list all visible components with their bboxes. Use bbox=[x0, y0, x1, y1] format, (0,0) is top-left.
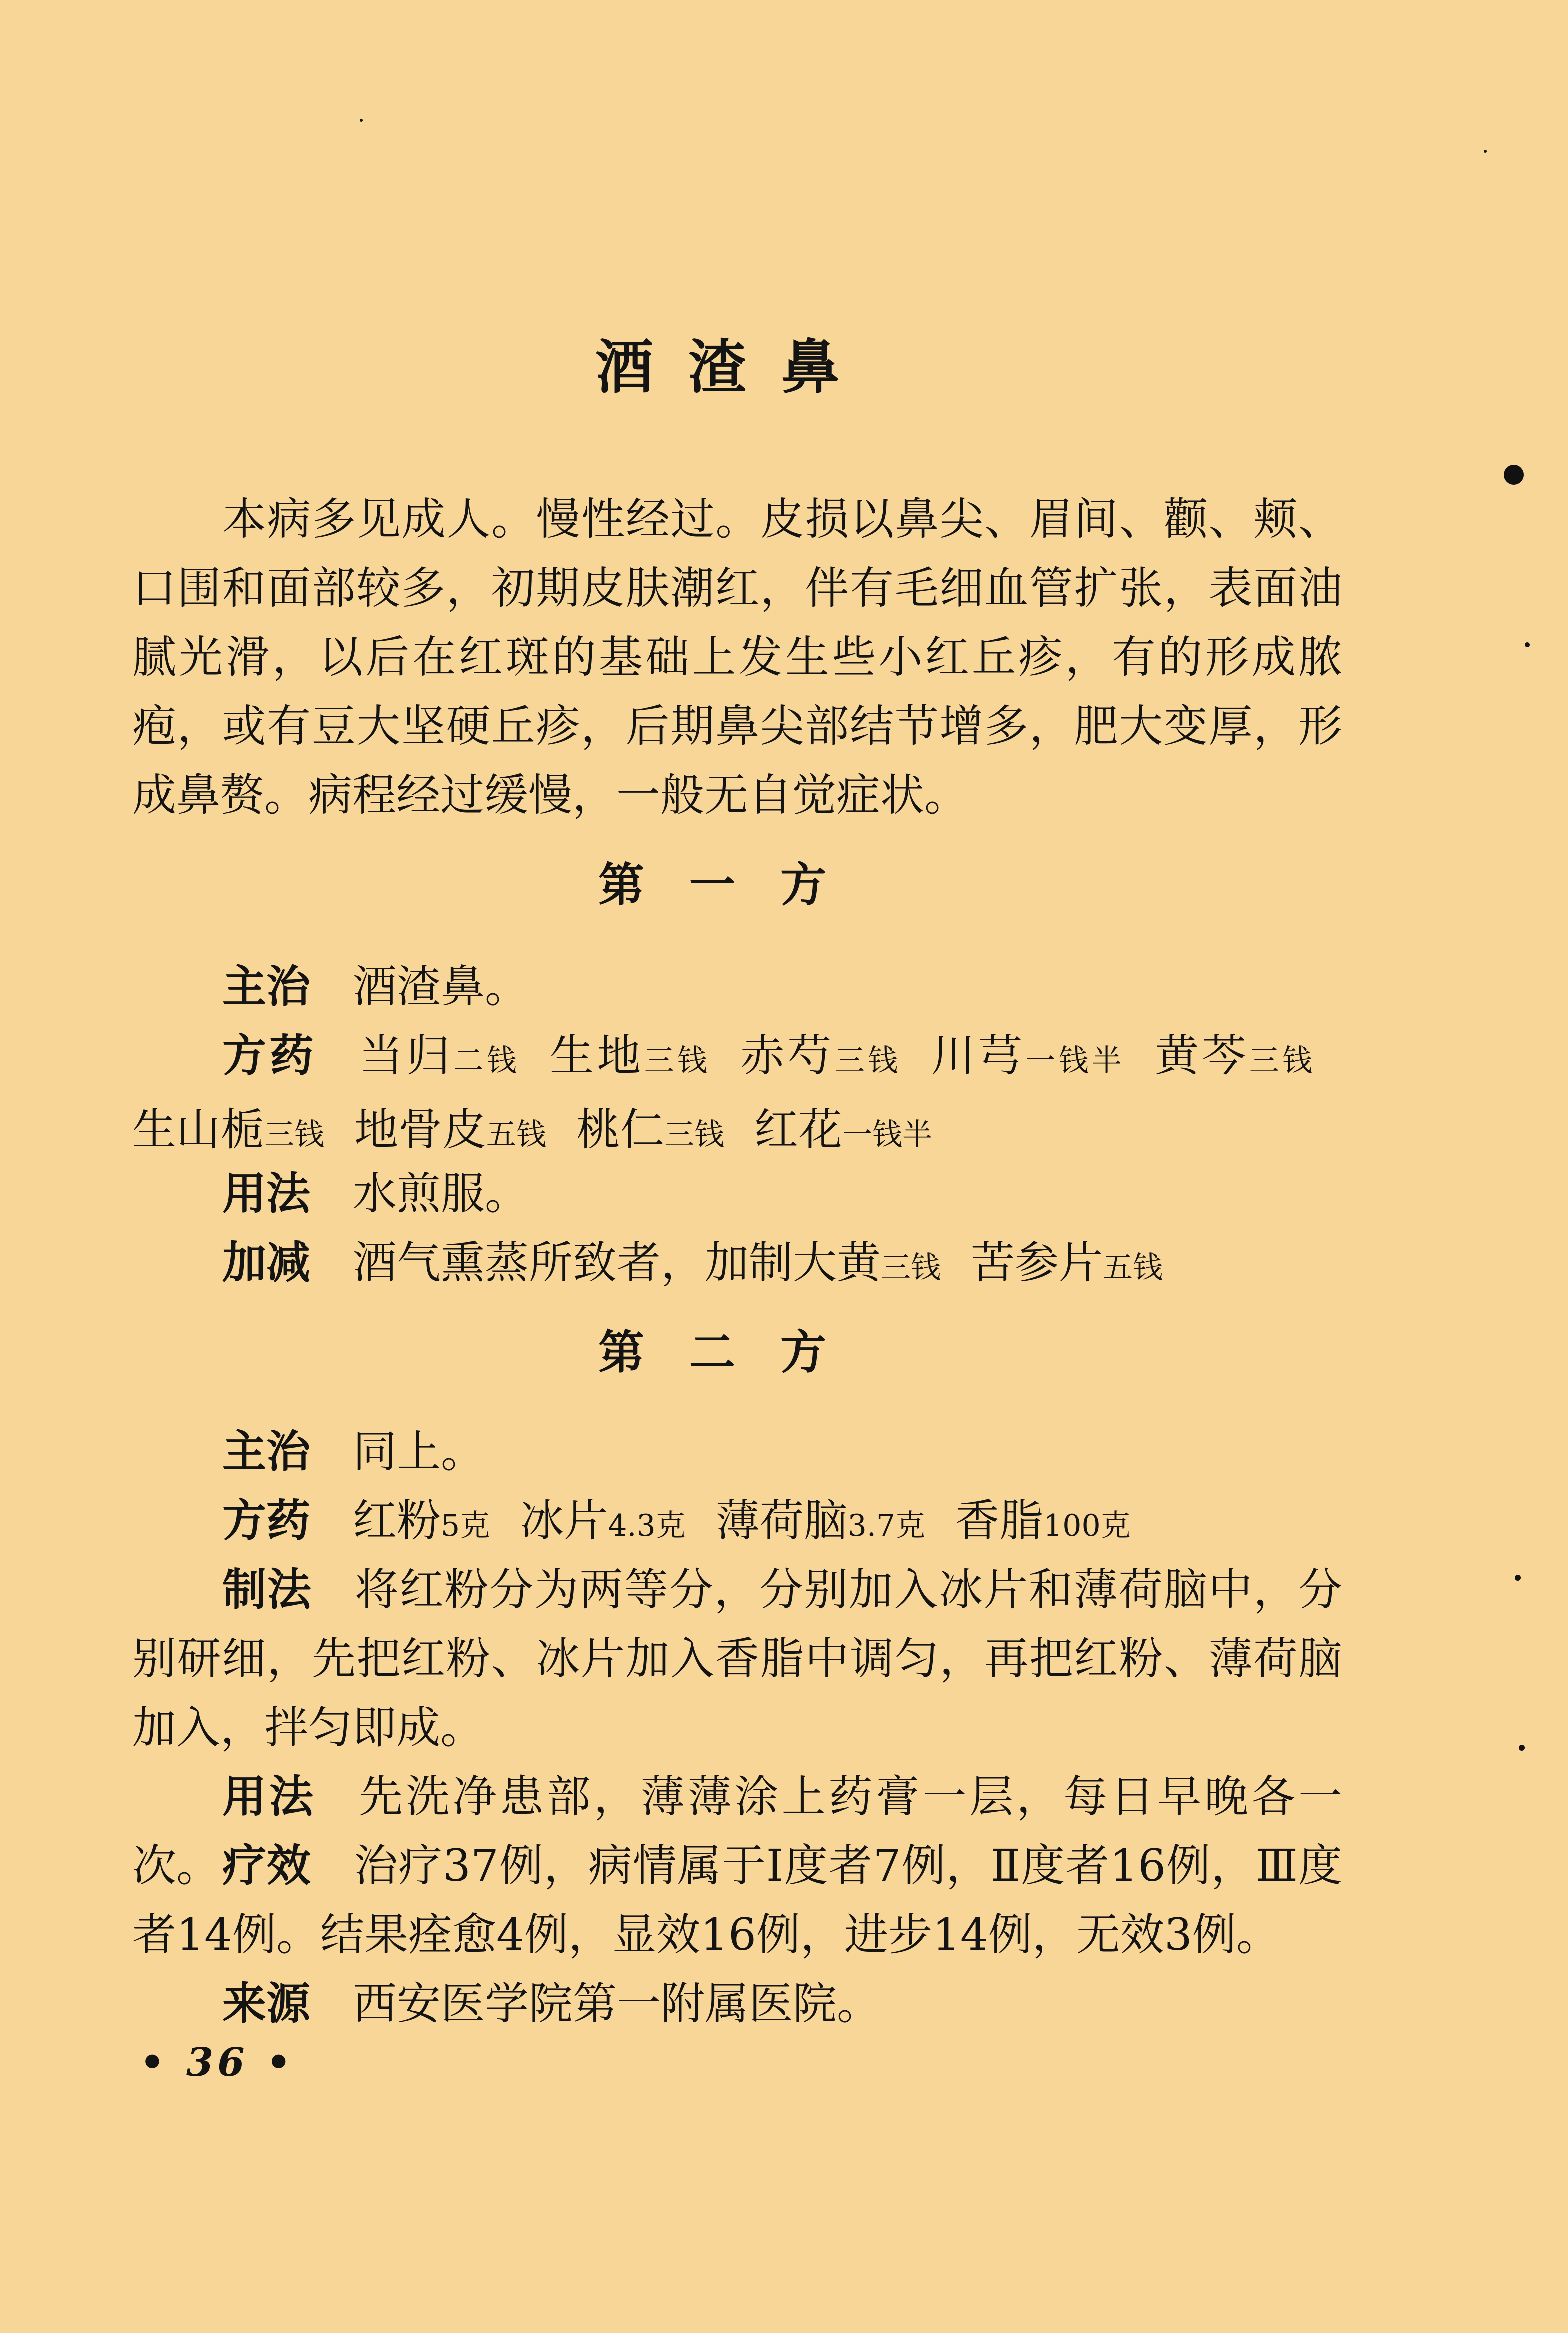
herb-item: 冰片4.3克 bbox=[520, 1495, 686, 1546]
herb-item: 红粉5克 bbox=[353, 1495, 490, 1546]
herb-item: 生地三钱 bbox=[549, 1030, 711, 1082]
scan-speck bbox=[1515, 1575, 1521, 1581]
herb-item: 香脂100克 bbox=[955, 1495, 1131, 1546]
indications-text: 酒渣鼻。 bbox=[353, 961, 529, 1012]
herb-item: 薄荷脑3.7克 bbox=[715, 1495, 926, 1546]
indications-label: 主治 bbox=[222, 961, 311, 1012]
prescription-1-heading: 第一方 bbox=[598, 858, 871, 912]
herb-item: 生山栀三钱 bbox=[132, 1104, 325, 1156]
usage-text: 先洗净患部，薄薄涂上药膏一层，每日早晚各一次。 bbox=[132, 1771, 1342, 1892]
efficacy-text: 治疗37例，病情属于Ⅰ度者7例，Ⅱ度者16例，Ⅲ度者14例。结果痊愈4例，显效16例，进步14例，无效3例。 bbox=[132, 1840, 1342, 1960]
chapter-title: 酒渣鼻 bbox=[595, 334, 874, 402]
page-number: • 36 • bbox=[140, 2040, 295, 2086]
scan-speck bbox=[1504, 465, 1524, 485]
scan-speck bbox=[1519, 1745, 1525, 1751]
prescription-2-formula bbox=[132, 1486, 1342, 1560]
indications-text: 同上。 bbox=[353, 1426, 485, 1478]
modification-label: 加减 bbox=[222, 1237, 311, 1288]
herb-item: 三钱 bbox=[881, 1250, 941, 1286]
herb-item: 黄芩三钱 bbox=[1155, 1030, 1313, 1082]
herb-item: 苦参片五钱 bbox=[971, 1237, 1163, 1288]
herb-item: 红花一钱半 bbox=[754, 1104, 933, 1156]
formula-label: 方药 bbox=[222, 1030, 317, 1082]
usage-label: 用法 bbox=[222, 1771, 316, 1822]
prescription-2-heading: 第二方 bbox=[598, 1326, 871, 1380]
herb-item: 当归二钱 bbox=[359, 1030, 520, 1082]
prescription-2-source bbox=[132, 1970, 1342, 2038]
efficacy-label: 疗效 bbox=[222, 1840, 311, 1892]
scan-speck bbox=[1525, 642, 1530, 648]
scan-speck bbox=[360, 119, 363, 122]
modification-text: 酒气熏蒸所致者，加制大黄 bbox=[353, 1237, 881, 1288]
prescription-2-preparation bbox=[132, 1556, 1342, 1762]
formula-label: 方药 bbox=[222, 1495, 311, 1546]
prescription-1-indications bbox=[132, 952, 1342, 1022]
prescription-1-formula bbox=[132, 1022, 1342, 1170]
prescription-2-efficacy bbox=[132, 1832, 1342, 1970]
herb-item: 桃仁三钱 bbox=[576, 1104, 725, 1156]
usage-label: 用法 bbox=[222, 1168, 311, 1220]
herb-item: 川芎一钱半 bbox=[931, 1030, 1125, 1082]
prescription-2-indications bbox=[132, 1418, 1342, 1486]
indications-label: 主治 bbox=[222, 1426, 311, 1478]
source-text: 西安医学院第一附属医院。 bbox=[353, 1978, 881, 2030]
prescription-1-modification bbox=[132, 1228, 1342, 1302]
prescription-1-usage bbox=[132, 1160, 1342, 1228]
scan-speck bbox=[1484, 150, 1487, 153]
herb-item: 地骨皮五钱 bbox=[354, 1104, 547, 1156]
herb-item: 赤芍三钱 bbox=[740, 1030, 901, 1082]
preparation-text: 将红粉分为两等分，分别加入冰片和薄荷脑中，分别研细，先把红粉、冰片加入香脂中调匀，再把红粉、薄荷脑加入，拌匀即成。 bbox=[132, 1564, 1342, 1754]
usage-text: 水煎服。 bbox=[353, 1168, 529, 1220]
disease-description: 本病多见成人。慢性经过。皮损以鼻尖、眉间、颧、颊、口围和面部较多，初期皮肤潮红，伴有毛细血管扩张，表面油腻光滑，以后在红斑的基础上发生些小红丘疹，有的形成脓疱，或有豆大坚硬丘疹，后期鼻尖部结节增多，肥大变厚，形成鼻赘。病程经过缓慢，一般无自觉症状。 bbox=[132, 494, 1342, 821]
preparation-label: 制法 bbox=[222, 1564, 312, 1616]
source-label: 来源 bbox=[222, 1978, 311, 2030]
